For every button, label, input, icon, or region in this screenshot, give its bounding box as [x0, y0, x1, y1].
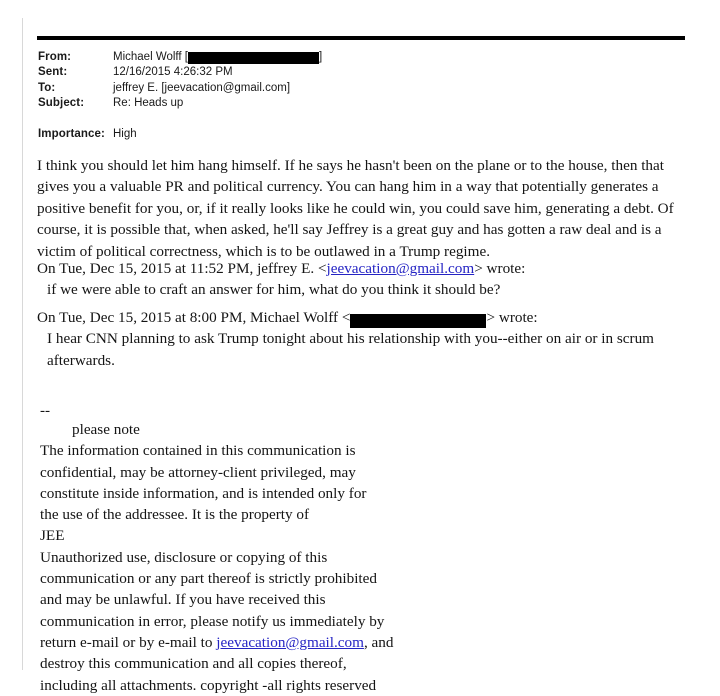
quoted-message-1-text: if we were able to craft an answer for him, what do you think it should be?	[47, 281, 501, 299]
footer-please-note: please note	[72, 421, 140, 438]
disclaimer-line: Unauthorized use, disclosure or copying of this	[40, 548, 328, 566]
disclaimer-line: the use of the addressee. It is the property of	[40, 506, 310, 524]
disclaimer-link-suffix: , and	[363, 633, 394, 651]
quoted-message-2-header	[37, 307, 689, 328]
email-body-paragraph: I think you should let him hang himself. If he says he hasn't been on the plane or to the house, then that gives you a valuable PR and political currency. You can hang him in a way that potentially generates a positive benefit for you, or, if it really looks like he could win, you could save him, generating a debt. Of course, it is possible that, when asked, he'll say Jeffrey is a great guy and has gotten a raw deal and is a victim of political correctness, which is to be outlawed in a Trump regime.	[37, 157, 674, 260]
quote-2-header-prefix: On Tue, Dec 15, 2015 at 8:00 PM, Michael Wolff <	[37, 309, 351, 326]
header-value-from	[113, 50, 678, 65]
header-row-from	[38, 50, 678, 65]
redaction-bar-from-email	[188, 52, 319, 64]
header-label-to: To:	[38, 81, 56, 94]
header-row-to	[38, 81, 678, 96]
header-value-importance: High	[113, 127, 137, 140]
disclaimer-link-prefix: return e-mail or by e-mail to	[40, 633, 217, 651]
from-name-suffix: ]	[319, 51, 323, 63]
header-value-sent: 12/16/2015 4:26:32 PM	[113, 66, 233, 79]
header-value-subject: Re: Heads up	[113, 97, 184, 110]
quote-1-sender-email-link[interactable]: jeevacation@gmail.com	[326, 260, 475, 277]
disclaimer-email-link[interactable]: jeevacation@gmail.com	[216, 633, 364, 651]
disclaimer-line: The information contained in this communication is	[40, 442, 356, 460]
signature-separator-dashes: --	[40, 402, 51, 419]
disclaimer-line-with-link	[40, 632, 460, 653]
disclaimer-line: JEE	[40, 527, 65, 545]
quote-1-header-suffix: > wrote:	[474, 260, 526, 277]
quote-1-header-prefix: On Tue, Dec 15, 2015 at 11:52 PM, jeffrey E. <	[37, 260, 327, 277]
redaction-bar-quote-email	[350, 314, 486, 328]
disclaimer-line: constitute inside information, and is intended only for	[40, 484, 367, 502]
disclaimer-line: communication or any part thereof is strictly prohibited	[40, 570, 377, 588]
header-row-subject	[38, 96, 678, 111]
header-row-sent	[38, 65, 678, 80]
scan-artifact-line	[22, 18, 23, 670]
disclaimer-line: communication in error, please notify us immediately by	[40, 612, 385, 630]
quoted-message-1-header	[37, 258, 689, 279]
header-label-from: From:	[38, 51, 72, 63]
header-label-sent: Sent:	[38, 66, 68, 79]
from-name-prefix: Michael Wolff [	[113, 51, 188, 63]
email-disclaimer-footer	[40, 403, 460, 696]
email-header-block	[38, 50, 678, 142]
quote-2-header-suffix: > wrote:	[486, 309, 538, 326]
disclaimer-line: destroy this communication and all copies thereof,	[40, 655, 347, 673]
header-value-to: jeffrey E. [jeevacation@gmail.com]	[113, 81, 291, 94]
header-label-importance: Importance:	[38, 127, 105, 140]
quoted-message-1	[37, 258, 689, 301]
disclaimer-line: and may be unlawful. If you have received this	[40, 591, 326, 609]
header-divider-rule	[37, 36, 685, 40]
header-row-importance	[38, 127, 678, 142]
disclaimer-line: including all attachments. copyright -all rights reserved	[40, 676, 377, 694]
header-label-subject: Subject:	[38, 97, 85, 110]
quoted-message-2	[37, 307, 689, 371]
disclaimer-line: confidential, may be attorney-client privileged, may	[40, 463, 356, 481]
quoted-message-2-text: I hear CNN planning to ask Trump tonight about his relationship with you--either on air or in scrum afterwards.	[47, 330, 654, 369]
